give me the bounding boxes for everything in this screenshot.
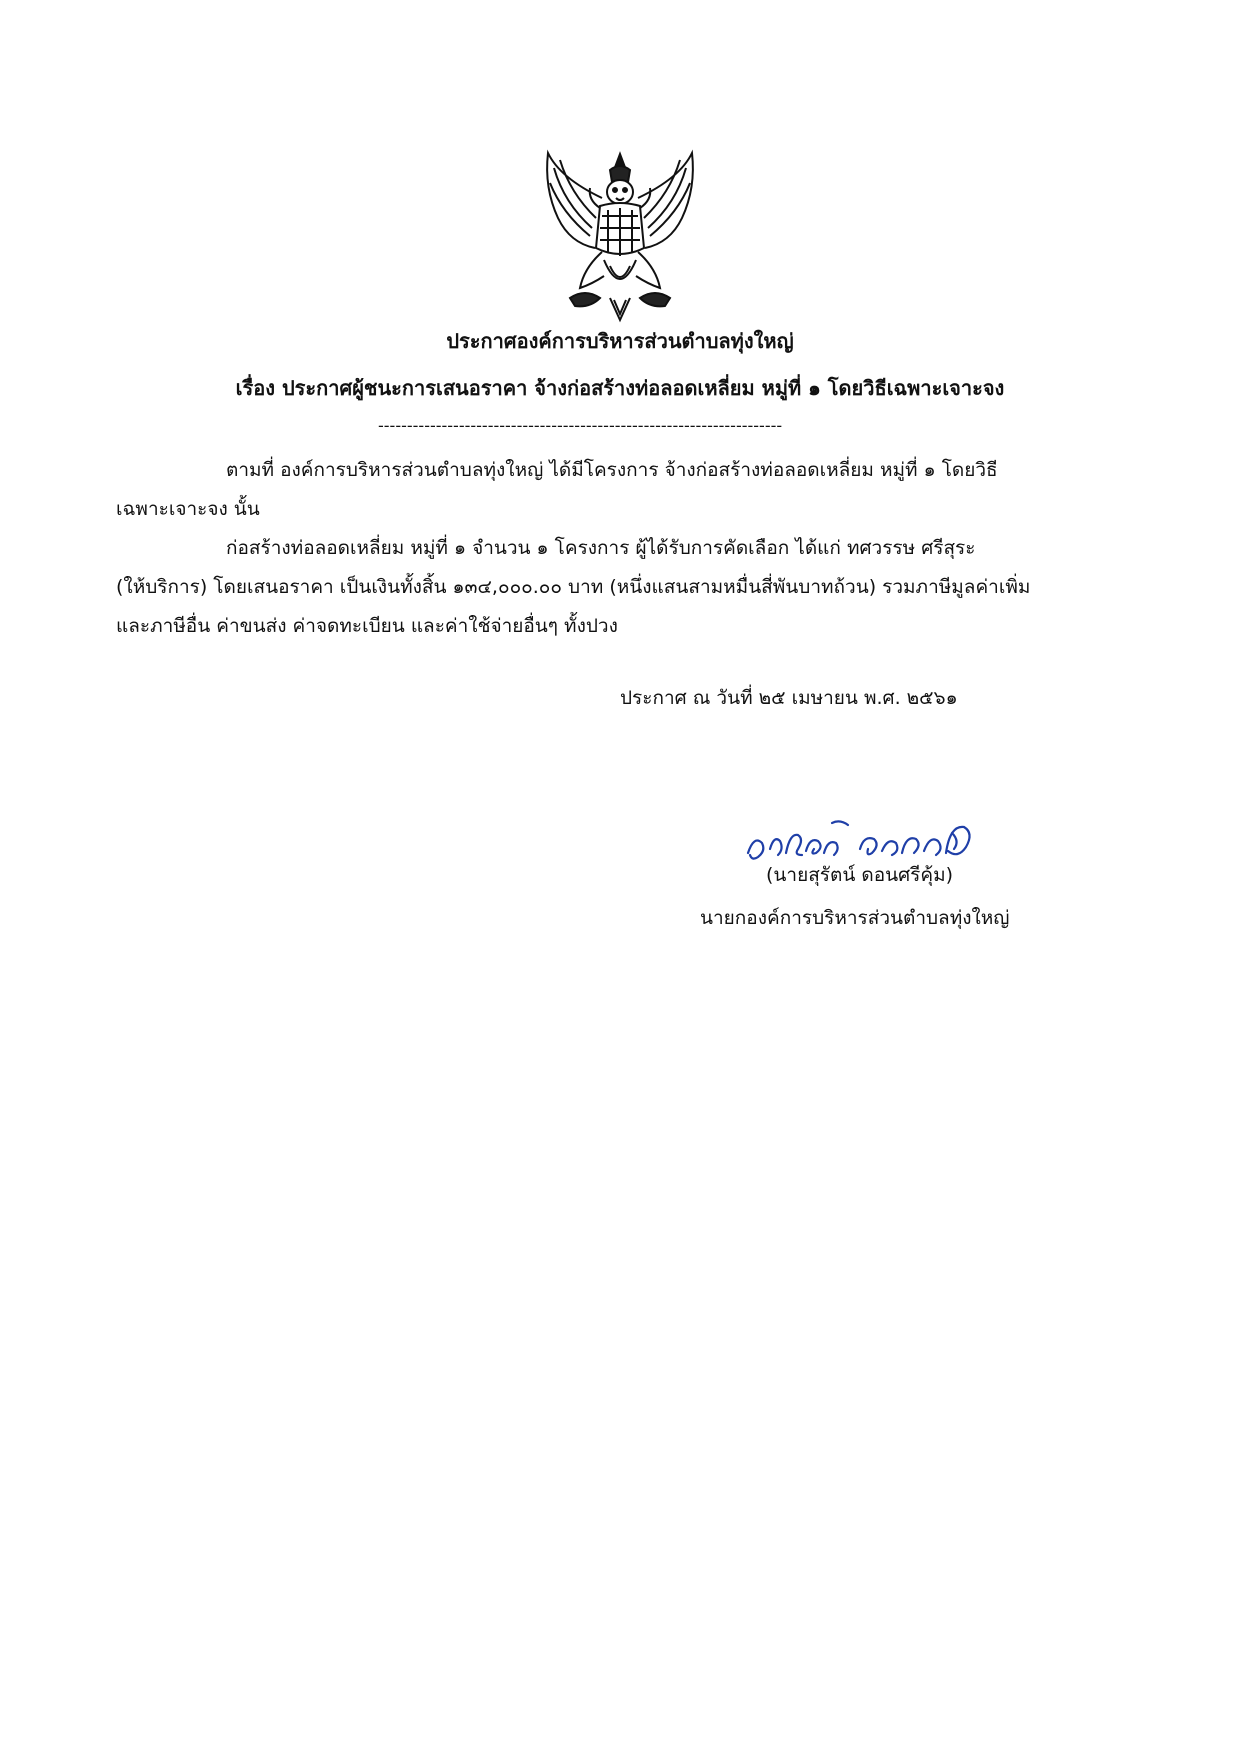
separator-line: ---------------------------------------------------------------------- <box>378 416 783 435</box>
document-heading: ประกาศองค์การบริหารส่วนตำบลทุ่งใหญ่ <box>446 329 794 353</box>
paragraph-1-line-1: ตามที่ องค์การบริหารส่วนตำบลทุ่งใหญ่ ได้มีโครงการ จ้างก่อสร้างท่อลอดเหลี่ยม หมู่ที่ ๑ โดยวิธี <box>226 459 998 481</box>
garuda-emblem-icon <box>540 148 700 323</box>
announcement-date: ประกาศ ณ วันที่ ๒๕ เมษายน พ.ศ. ๒๕๖๑ <box>620 687 958 709</box>
paragraph-2-line-1: ก่อสร้างท่อลอดเหลี่ยม หมู่ที่ ๑ จำนวน ๑ โครงการ ผู้ได้รับการคัดเลือก ได้แก่ ทศวรรษ ศรีสุระ <box>226 537 976 559</box>
paragraph-2-line-3: และภาษีอื่น ค่าขนส่ง ค่าจดทะเบียน และค่าใช้จ่ายอื่นๆ ทั้งปวง <box>116 615 618 637</box>
signatory-name: (นายสุรัตน์ ดอนศรีคุ้ม) <box>766 864 954 886</box>
paragraph-1-line-2: เฉพาะเจาะจง นั้น <box>116 498 260 520</box>
document-subject: เรื่อง ประกาศผู้ชนะการเสนอราคา จ้างก่อสร้างท่อลอดเหลี่ยม หมู่ที่ ๑ โดยวิธีเฉพาะเจาะจง <box>235 376 1005 400</box>
signatory-position: นายกองค์การบริหารส่วนตำบลทุ่งใหญ่ <box>700 907 1010 929</box>
paragraph-2-line-2: (ให้บริการ) โดยเสนอราคา เป็นเงินทั้งสิ้น ๑๓๔,๐๐๐.๐๐ บาท (หนึ่งแสนสามหมื่นสี่พันบาทถ้วน) รวมภาษีมูลค่าเพิ่ม <box>116 576 1031 598</box>
